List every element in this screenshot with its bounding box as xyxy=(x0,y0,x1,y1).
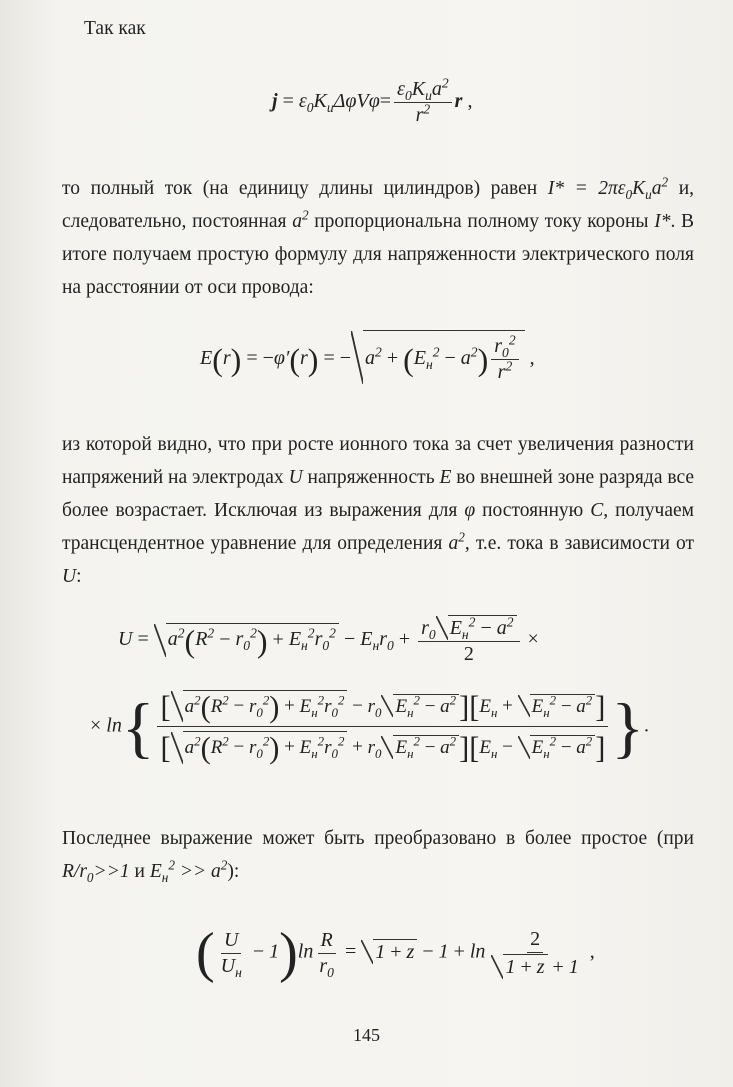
formula-voltage-line-1: $U = a^2(R^2 - r_0^2) + E_н^2r_0^2 - E_нr_0$ + $\frac{r_0 E_н^2 - a^2}{2}$ × xyxy=(118,614,539,665)
formula-field-strength: E(r) = −φ′(r) = − $a^2 + (E_н^2 - a^2)$ $\frac{r_0^2}{r^2}$ , xyxy=(200,330,535,384)
formula-current-density: $j = \varepsilon_0K_и\Delta\varphi V\varphi=$ $\frac{\varepsilon_0K_иa^2}{r^2}$ r , xyxy=(272,75,473,126)
paragraph-total-current: то полный ток (на единицу длины цилиндров) равен $I* = 2\pi\varepsilon_0K_иa^2$ и, следовательно, постоянная $a^2$ пропорциональна полному току короны I*. В итоге получаем простую формулу для напряженности электрического поля на расстоянии от оси провода: xyxy=(62,174,695,298)
paragraph-ion-current: из которой видно, что при росте ионного тока за счет увеличения разности напряжений на электродах U напряженность E во внешней зоне разряда все более возрастает. Исключая из выражения для φ постоянную C, получаем трансцендентное уравнение для определения $a^2$, т.е. тока в зависимости от U: xyxy=(62,434,695,587)
formula-voltage-line-2: × ln{ $\frac{[ a^2(R^2 - r_0^2) + E_н^2r_0^2 - r_0 E_н^2 - a^2][E_н + E_н^2 - a^2]}{[ a^2(R^2 - r_0^2) + E_н^2r_0^2 + r_0 E_н^2 - a^2][E_н - E_н^2 - a^2]}$ }. xyxy=(90,688,650,766)
paragraph-simplification: Последнее выражение может быть преобразовано в более простое (при $R/r_0>>1$ и $E_н^2 >> a^2$): xyxy=(62,828,694,885)
formula-simplified: ( $\frac{U}{U_н}$ − 1)ln $\frac{R}{r_0}$ = 1 + z − 1 + ln $\frac{2}{1 + z + 1}$ , xyxy=(196,922,595,984)
page-number: 145 xyxy=(353,1025,380,1045)
intro-text: Так как xyxy=(84,18,146,39)
